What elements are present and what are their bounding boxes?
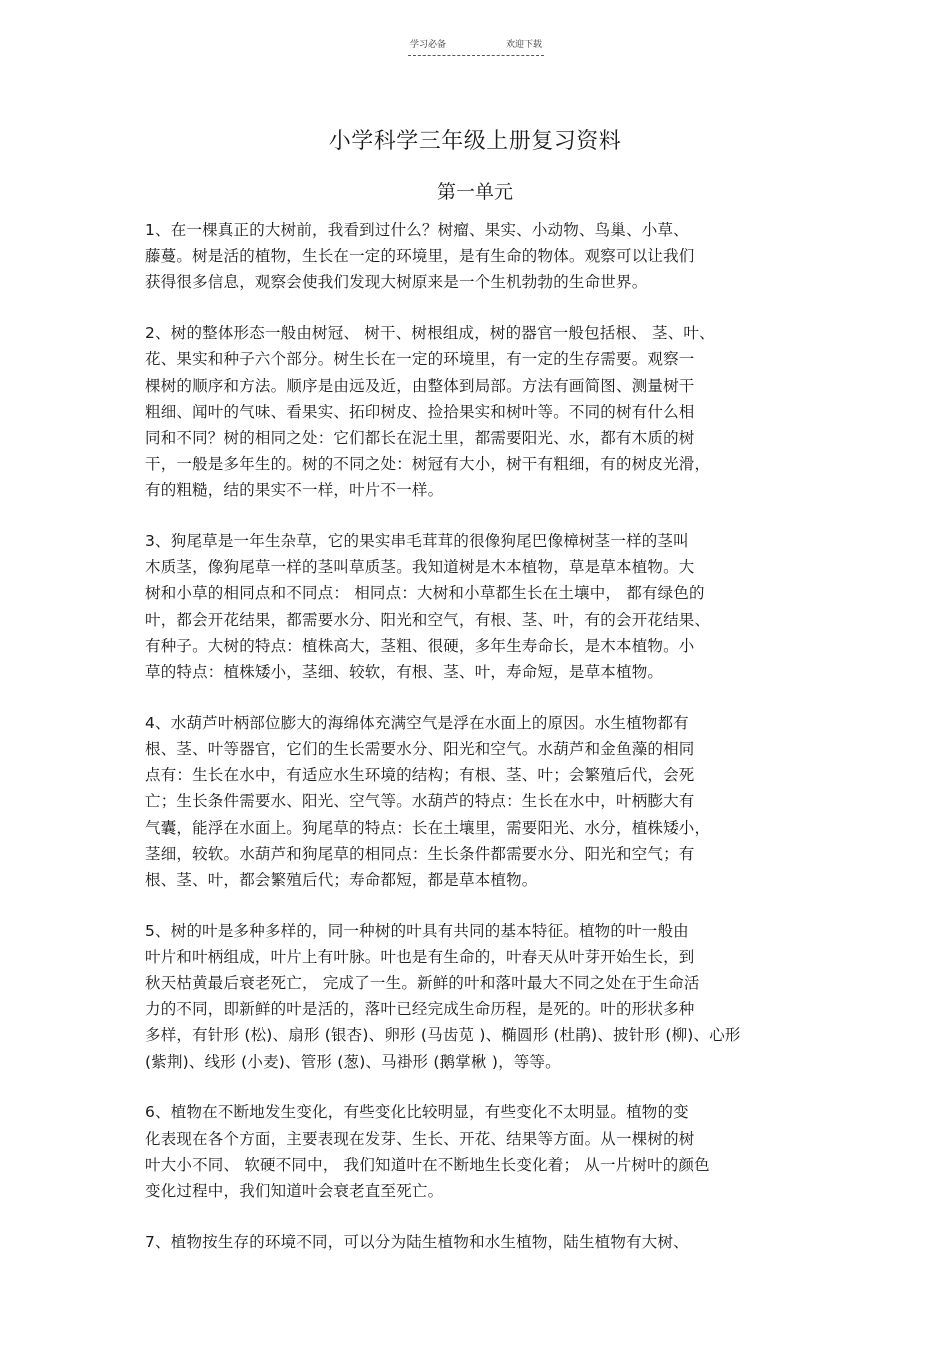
- text-line: 点有：生长在水中，有适应水生环境的结构；有根、茎、叶；会繁殖后代，会死: [145, 766, 695, 785]
- header-divider: [408, 55, 544, 56]
- text-line: 有的粗糙，结的果实不一样，叶片不一样。: [145, 481, 444, 500]
- text-line: 5、树的叶是多种多样的，同一种树的叶具有共同的基本特征。植物的叶一般由: [145, 921, 689, 940]
- paragraph-2: [145, 320, 815, 503]
- text-line: 根、茎、叶，都会繁殖后代；寿命都短，都是草本植物。: [145, 870, 538, 889]
- paragraph-1: [145, 217, 815, 296]
- text-line: 同和不同？树的相同之处：它们都长在泥土里，都需要阳光、水，都有木质的树: [145, 428, 695, 447]
- paragraph-6: [145, 1099, 815, 1204]
- paragraph-3: [145, 528, 815, 685]
- unit-heading: 第一单元: [436, 181, 513, 203]
- text-line: 棵树的顺序和方法。顺序是由远及近，由整体到局部。方法有画简图、测量树干: [145, 376, 695, 395]
- text-line: 茎细，较软。水葫芦和狗尾草的相同点：生长条件都需要水分、阳光和空气；有: [145, 844, 695, 863]
- text-line: 秋天枯黄最后衰老死亡， 完成了一生。新鲜的叶和落叶最大不同之处在于生命活: [145, 974, 700, 993]
- paragraph-5: [145, 918, 815, 1075]
- paragraph-4: [145, 710, 815, 893]
- header-right-text: 欢迎下载: [505, 40, 542, 50]
- text-line: 根、茎、叶等器官，它们的生长需要水分、阳光和空气。水葫芦和金鱼藻的相同: [145, 739, 695, 758]
- text-line: 2、树的整体形态一般由树冠、 树干、树根组成，树的器官一般包括根、 茎、叶、: [145, 324, 715, 343]
- text-line: 木质茎，像狗尾草一样的茎叫草质茎。我知道树是木本植物，草是草本植物。大: [145, 558, 695, 577]
- text-line: 亡；生长条件需要水、阳光、空气等。水葫芦的特点：生长在水中，叶柄膨大有: [145, 792, 695, 811]
- text-line: 树和小草的相同点和不同点： 相同点：大树和小草都生长在土壤中， 都有绿色的: [145, 584, 705, 603]
- text-line: 叶，都会开花结果，都需要水分、阳光和空气，有根、茎、叶，有的会开花结果、: [145, 610, 711, 629]
- text-line: 叶大小不同、 软硬不同中， 我们知道叶在不断地生长变化着； 从一片树叶的颜色: [145, 1155, 710, 1174]
- text-line: 有种子。大树的特点：植株高大，茎粗、很硬，多年生寿命长，是木本植物。小: [145, 636, 695, 655]
- page-header: [408, 38, 544, 56]
- text-line: 力的不同，即新鲜的叶是活的，落叶已经完成生命历程，是死的。叶的形状多种: [145, 1000, 695, 1019]
- text-line: 3、狗尾草是一年生杂草，它的果实串毛茸茸的很像狗尾巴像樟树茎一样的茎叫: [145, 532, 689, 551]
- text-line: 获得很多信息，观察会使我们发现大树原来是一个生机勃勃的生命世界。: [145, 273, 648, 292]
- document-body: [145, 217, 815, 1279]
- text-line: 草的特点：植株矮小，茎细、较软，有根、茎、叶，寿命短，是草本植物。: [145, 663, 664, 682]
- text-line: 气囊，能浮在水面上。狗尾草的特点：长在土壤里，需要阳光、水分，植株矮小，: [145, 818, 711, 837]
- text-line: 多样，有针形 (松)、扇形 (银杏)、卵形 (马齿苋 )、椭圆形 (杜鹃)、披针形 (柳)、心形: [145, 1026, 741, 1045]
- text-line: 4、水葫芦叶柄部位膨大的海绵体充满空气是浮在水面上的原因。水生植物都有: [145, 713, 689, 732]
- text-line: 叶片和叶柄组成，叶片上有叶脉。叶也是有生命的，叶春天从叶芽开始生长，到: [145, 947, 695, 966]
- text-line: 干，一般是多年生的。树的不同之处：树冠有大小，树干有粗细，有的树皮光滑，: [145, 455, 711, 474]
- header-left-text: 学习必备: [410, 40, 447, 50]
- text-line: 藤蔓。树是活的植物，生长在一定的环境里，是有生命的物体。观察可以让我们: [145, 247, 695, 266]
- text-line: 6、植物在不断地发生变化，有些变化比较明显，有些变化不太明显。植物的变: [145, 1103, 689, 1122]
- text-line: 变化过程中，我们知道叶会衰老直至死亡。: [145, 1182, 444, 1200]
- header-row: [408, 38, 544, 52]
- paragraph-7: [145, 1229, 815, 1255]
- text-line: 7、植物按生存的环境不同，可以分为陆生植物和水生植物，陆生植物有大树、: [145, 1232, 689, 1251]
- document-title: 小学科学三年级上册复习资料: [328, 129, 622, 154]
- text-line: 化表现在各个方面，主要表现在发芽、生长、开花、结果等方面。从一棵树的树: [145, 1129, 695, 1148]
- text-line: (紫荆)、线形 (小麦)、管形 (葱)、马褂形 (鹅掌楸 )，等等。: [145, 1052, 561, 1071]
- text-line: 粗细、闻叶的气味、看果实、拓印树皮、捡拾果实和树叶等。不同的树有什么相: [145, 402, 695, 421]
- text-line: 1、在一棵真正的大树前，我看到过什么？树瘤、果实、小动物、鸟巢、小草、: [145, 221, 689, 239]
- text-line: 花、果实和种子六个部分。树生长在一定的环境里，有一定的生存需要。观察一: [145, 350, 695, 369]
